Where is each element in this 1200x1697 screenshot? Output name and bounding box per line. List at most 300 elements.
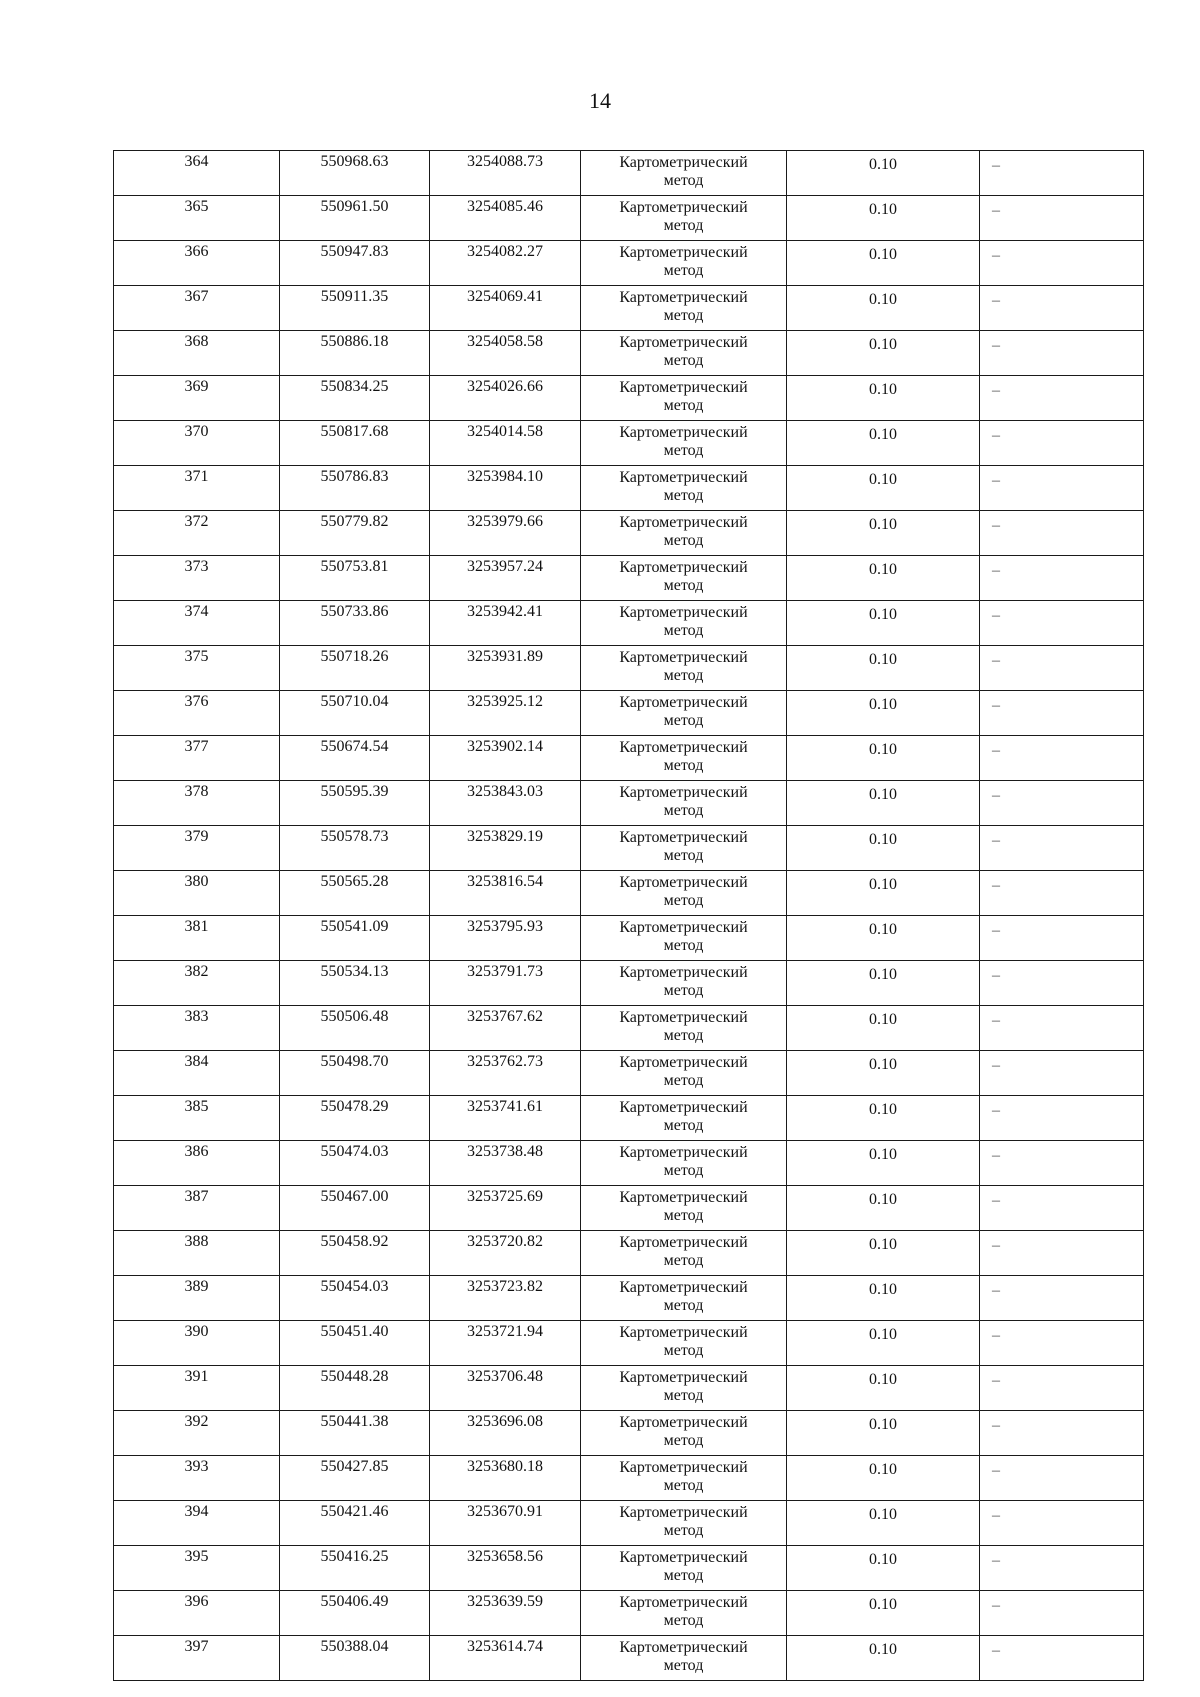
description-cell: – bbox=[980, 1231, 1144, 1276]
point-number-cell: 366 bbox=[114, 241, 280, 286]
method-cell bbox=[581, 1231, 787, 1276]
method-cell bbox=[581, 1051, 787, 1096]
y-coordinate-cell: 3253741.61 bbox=[430, 1096, 581, 1141]
method-line-2: метод bbox=[663, 757, 704, 774]
x-coordinate-cell: 550427.85 bbox=[280, 1456, 430, 1501]
accuracy-cell: 0.10 bbox=[787, 1051, 980, 1096]
method-line-1: Картометрический bbox=[619, 289, 748, 306]
accuracy-cell: 0.10 bbox=[787, 556, 980, 601]
point-number-cell: 369 bbox=[114, 376, 280, 421]
description-cell: – bbox=[980, 691, 1144, 736]
method-line-1: Картометрический bbox=[619, 604, 748, 621]
point-number-cell: 379 bbox=[114, 826, 280, 871]
y-coordinate-cell: 3254088.73 bbox=[430, 151, 581, 196]
method-cell bbox=[581, 601, 787, 646]
method-line-2: метод bbox=[663, 1657, 704, 1674]
point-number-cell: 371 bbox=[114, 466, 280, 511]
point-number-cell: 377 bbox=[114, 736, 280, 781]
y-coordinate-cell: 3254082.27 bbox=[430, 241, 581, 286]
table-row bbox=[114, 1366, 1144, 1411]
table-row bbox=[114, 1141, 1144, 1186]
table-row bbox=[114, 1411, 1144, 1456]
table-row bbox=[114, 1546, 1144, 1591]
method-cell bbox=[581, 1276, 787, 1321]
table-row bbox=[114, 421, 1144, 466]
point-number-cell: 386 bbox=[114, 1141, 280, 1186]
method-line-1: Картометрический bbox=[619, 1369, 748, 1386]
y-coordinate-cell: 3253843.03 bbox=[430, 781, 581, 826]
description-cell: – bbox=[980, 286, 1144, 331]
y-coordinate-cell: 3253696.08 bbox=[430, 1411, 581, 1456]
y-coordinate-cell: 3253925.12 bbox=[430, 691, 581, 736]
method-line-1: Картометрический bbox=[619, 1639, 748, 1656]
x-coordinate-cell: 550578.73 bbox=[280, 826, 430, 871]
description-cell: – bbox=[980, 1501, 1144, 1546]
method-cell bbox=[581, 421, 787, 466]
point-number-cell: 368 bbox=[114, 331, 280, 376]
accuracy-cell: 0.10 bbox=[787, 1096, 980, 1141]
description-cell: – bbox=[980, 736, 1144, 781]
table-row bbox=[114, 916, 1144, 961]
method-line-2: метод bbox=[663, 487, 704, 504]
method-line-1: Картометрический bbox=[619, 514, 748, 531]
x-coordinate-cell: 550753.81 bbox=[280, 556, 430, 601]
x-coordinate-cell: 550710.04 bbox=[280, 691, 430, 736]
accuracy-cell: 0.10 bbox=[787, 916, 980, 961]
method-cell bbox=[581, 871, 787, 916]
method-line-2: метод bbox=[663, 802, 704, 819]
y-coordinate-cell: 3253795.93 bbox=[430, 916, 581, 961]
method-line-1: Картометрический bbox=[619, 199, 748, 216]
method-line-1: Картометрический bbox=[619, 1234, 748, 1251]
y-coordinate-cell: 3253723.82 bbox=[430, 1276, 581, 1321]
accuracy-cell: 0.10 bbox=[787, 466, 980, 511]
method-cell bbox=[581, 556, 787, 601]
accuracy-cell: 0.10 bbox=[787, 1141, 980, 1186]
y-coordinate-cell: 3253979.66 bbox=[430, 511, 581, 556]
method-cell bbox=[581, 1141, 787, 1186]
method-line-2: метод bbox=[663, 442, 704, 459]
method-line-1: Картометрический bbox=[619, 1144, 748, 1161]
description-cell: – bbox=[980, 241, 1144, 286]
description-cell: – bbox=[980, 1366, 1144, 1411]
method-line-1: Картометрический bbox=[619, 1414, 748, 1431]
method-line-2: метод bbox=[663, 1522, 704, 1539]
description-cell: – bbox=[980, 1456, 1144, 1501]
x-coordinate-cell: 550474.03 bbox=[280, 1141, 430, 1186]
coordinates-table bbox=[113, 150, 1144, 1681]
x-coordinate-cell: 550886.18 bbox=[280, 331, 430, 376]
method-line-2: метод bbox=[663, 1162, 704, 1179]
x-coordinate-cell: 550506.48 bbox=[280, 1006, 430, 1051]
method-cell bbox=[581, 241, 787, 286]
y-coordinate-cell: 3254085.46 bbox=[430, 196, 581, 241]
accuracy-cell: 0.10 bbox=[787, 1186, 980, 1231]
y-coordinate-cell: 3253984.10 bbox=[430, 466, 581, 511]
accuracy-cell: 0.10 bbox=[787, 1501, 980, 1546]
x-coordinate-cell: 550968.63 bbox=[280, 151, 430, 196]
point-number-cell: 388 bbox=[114, 1231, 280, 1276]
x-coordinate-cell: 550779.82 bbox=[280, 511, 430, 556]
accuracy-cell: 0.10 bbox=[787, 241, 980, 286]
x-coordinate-cell: 550786.83 bbox=[280, 466, 430, 511]
y-coordinate-cell: 3254026.66 bbox=[430, 376, 581, 421]
method-line-1: Картометрический bbox=[619, 694, 748, 711]
description-cell: – bbox=[980, 1141, 1144, 1186]
table-row bbox=[114, 1636, 1144, 1681]
x-coordinate-cell: 550961.50 bbox=[280, 196, 430, 241]
table-row bbox=[114, 961, 1144, 1006]
method-line-2: метод bbox=[663, 1342, 704, 1359]
point-number-cell: 396 bbox=[114, 1591, 280, 1636]
method-line-1: Картометрический bbox=[619, 154, 748, 171]
method-cell bbox=[581, 331, 787, 376]
accuracy-cell: 0.10 bbox=[787, 1411, 980, 1456]
method-line-1: Картометрический bbox=[619, 1009, 748, 1026]
method-line-1: Картометрический bbox=[619, 739, 748, 756]
point-number-cell: 390 bbox=[114, 1321, 280, 1366]
method-line-2: метод bbox=[663, 847, 704, 864]
table-row bbox=[114, 1231, 1144, 1276]
y-coordinate-cell: 3253738.48 bbox=[430, 1141, 581, 1186]
y-coordinate-cell: 3254014.58 bbox=[430, 421, 581, 466]
y-coordinate-cell: 3254069.41 bbox=[430, 286, 581, 331]
x-coordinate-cell: 550674.54 bbox=[280, 736, 430, 781]
method-line-1: Картометрический bbox=[619, 829, 748, 846]
method-line-2: метод bbox=[663, 712, 704, 729]
y-coordinate-cell: 3253680.18 bbox=[430, 1456, 581, 1501]
point-number-cell: 375 bbox=[114, 646, 280, 691]
method-line-2: метод bbox=[663, 622, 704, 639]
method-cell bbox=[581, 1636, 787, 1681]
accuracy-cell: 0.10 bbox=[787, 826, 980, 871]
method-line-2: метод bbox=[663, 1477, 704, 1494]
accuracy-cell: 0.10 bbox=[787, 376, 980, 421]
description-cell: – bbox=[980, 1636, 1144, 1681]
method-line-2: метод bbox=[663, 532, 704, 549]
table-row bbox=[114, 241, 1144, 286]
method-cell bbox=[581, 1501, 787, 1546]
accuracy-cell: 0.10 bbox=[787, 331, 980, 376]
method-cell bbox=[581, 1006, 787, 1051]
point-number-cell: 374 bbox=[114, 601, 280, 646]
x-coordinate-cell: 550451.40 bbox=[280, 1321, 430, 1366]
method-line-2: метод bbox=[663, 577, 704, 594]
method-cell bbox=[581, 286, 787, 331]
method-line-2: метод bbox=[663, 982, 704, 999]
x-coordinate-cell: 550478.29 bbox=[280, 1096, 430, 1141]
x-coordinate-cell: 550817.68 bbox=[280, 421, 430, 466]
x-coordinate-cell: 550595.39 bbox=[280, 781, 430, 826]
accuracy-cell: 0.10 bbox=[787, 511, 980, 556]
table-row bbox=[114, 736, 1144, 781]
accuracy-cell: 0.10 bbox=[787, 1321, 980, 1366]
method-cell bbox=[581, 1186, 787, 1231]
accuracy-cell: 0.10 bbox=[787, 1456, 980, 1501]
method-line-2: метод bbox=[663, 667, 704, 684]
method-line-1: Картометрический bbox=[619, 559, 748, 576]
point-number-cell: 364 bbox=[114, 151, 280, 196]
method-line-2: метод bbox=[663, 172, 704, 189]
description-cell: – bbox=[980, 151, 1144, 196]
method-line-1: Картометрический bbox=[619, 964, 748, 981]
table-row bbox=[114, 871, 1144, 916]
method-line-1: Картометрический bbox=[619, 1189, 748, 1206]
y-coordinate-cell: 3253942.41 bbox=[430, 601, 581, 646]
point-number-cell: 395 bbox=[114, 1546, 280, 1591]
accuracy-cell: 0.10 bbox=[787, 871, 980, 916]
description-cell: – bbox=[980, 1591, 1144, 1636]
description-cell: – bbox=[980, 196, 1144, 241]
method-cell bbox=[581, 376, 787, 421]
description-cell: – bbox=[980, 916, 1144, 961]
table-row bbox=[114, 511, 1144, 556]
point-number-cell: 397 bbox=[114, 1636, 280, 1681]
table-row bbox=[114, 1456, 1144, 1501]
point-number-cell: 389 bbox=[114, 1276, 280, 1321]
description-cell: – bbox=[980, 1276, 1144, 1321]
method-line-1: Картометрический bbox=[619, 469, 748, 486]
table-row bbox=[114, 556, 1144, 601]
y-coordinate-cell: 3253957.24 bbox=[430, 556, 581, 601]
accuracy-cell: 0.10 bbox=[787, 1636, 980, 1681]
point-number-cell: 385 bbox=[114, 1096, 280, 1141]
table-row bbox=[114, 196, 1144, 241]
method-line-1: Картометрический bbox=[619, 1459, 748, 1476]
x-coordinate-cell: 550454.03 bbox=[280, 1276, 430, 1321]
page-number: 14 bbox=[589, 88, 611, 113]
point-number-cell: 365 bbox=[114, 196, 280, 241]
coordinates-table-container bbox=[113, 150, 1143, 1681]
method-line-2: метод bbox=[663, 1297, 704, 1314]
method-line-1: Картометрический bbox=[619, 379, 748, 396]
method-line-2: метод bbox=[663, 1027, 704, 1044]
description-cell: – bbox=[980, 961, 1144, 1006]
description-cell: – bbox=[980, 601, 1144, 646]
x-coordinate-cell: 550448.28 bbox=[280, 1366, 430, 1411]
point-number-cell: 391 bbox=[114, 1366, 280, 1411]
y-coordinate-cell: 3253931.89 bbox=[430, 646, 581, 691]
description-cell: – bbox=[980, 421, 1144, 466]
point-number-cell: 376 bbox=[114, 691, 280, 736]
x-coordinate-cell: 550421.46 bbox=[280, 1501, 430, 1546]
method-line-2: метод bbox=[663, 217, 704, 234]
method-cell bbox=[581, 691, 787, 736]
method-line-1: Картометрический bbox=[619, 874, 748, 891]
description-cell: – bbox=[980, 871, 1144, 916]
method-line-2: метод bbox=[663, 1432, 704, 1449]
x-coordinate-cell: 550416.25 bbox=[280, 1546, 430, 1591]
table-row bbox=[114, 151, 1144, 196]
method-line-2: метод bbox=[663, 307, 704, 324]
description-cell: – bbox=[980, 826, 1144, 871]
method-line-2: метод bbox=[663, 1207, 704, 1224]
method-line-1: Картометрический bbox=[619, 649, 748, 666]
point-number-cell: 380 bbox=[114, 871, 280, 916]
coordinates-table-body bbox=[114, 151, 1144, 1681]
method-cell bbox=[581, 781, 787, 826]
method-cell bbox=[581, 511, 787, 556]
method-cell bbox=[581, 1096, 787, 1141]
method-cell bbox=[581, 151, 787, 196]
method-line-2: метод bbox=[663, 937, 704, 954]
accuracy-cell: 0.10 bbox=[787, 601, 980, 646]
x-coordinate-cell: 550458.92 bbox=[280, 1231, 430, 1276]
method-line-1: Картометрический bbox=[619, 1594, 748, 1611]
description-cell: – bbox=[980, 556, 1144, 601]
accuracy-cell: 0.10 bbox=[787, 421, 980, 466]
point-number-cell: 367 bbox=[114, 286, 280, 331]
point-number-cell: 392 bbox=[114, 1411, 280, 1456]
x-coordinate-cell: 550718.26 bbox=[280, 646, 430, 691]
method-line-1: Картометрический bbox=[619, 1549, 748, 1566]
point-number-cell: 372 bbox=[114, 511, 280, 556]
x-coordinate-cell: 550541.09 bbox=[280, 916, 430, 961]
point-number-cell: 384 bbox=[114, 1051, 280, 1096]
description-cell: – bbox=[980, 376, 1144, 421]
x-coordinate-cell: 550441.38 bbox=[280, 1411, 430, 1456]
table-row bbox=[114, 646, 1144, 691]
method-line-2: метод bbox=[663, 262, 704, 279]
y-coordinate-cell: 3253658.56 bbox=[430, 1546, 581, 1591]
y-coordinate-cell: 3253720.82 bbox=[430, 1231, 581, 1276]
method-cell bbox=[581, 1411, 787, 1456]
table-row bbox=[114, 1051, 1144, 1096]
x-coordinate-cell: 550834.25 bbox=[280, 376, 430, 421]
description-cell: – bbox=[980, 1006, 1144, 1051]
accuracy-cell: 0.10 bbox=[787, 1546, 980, 1591]
method-line-1: Картометрический bbox=[619, 784, 748, 801]
method-line-1: Картометрический bbox=[619, 424, 748, 441]
x-coordinate-cell: 550911.35 bbox=[280, 286, 430, 331]
accuracy-cell: 0.10 bbox=[787, 196, 980, 241]
y-coordinate-cell: 3253706.48 bbox=[430, 1366, 581, 1411]
y-coordinate-cell: 3253721.94 bbox=[430, 1321, 581, 1366]
y-coordinate-cell: 3253791.73 bbox=[430, 961, 581, 1006]
point-number-cell: 383 bbox=[114, 1006, 280, 1051]
table-row bbox=[114, 691, 1144, 736]
accuracy-cell: 0.10 bbox=[787, 781, 980, 826]
method-cell bbox=[581, 916, 787, 961]
point-number-cell: 381 bbox=[114, 916, 280, 961]
method-cell bbox=[581, 826, 787, 871]
method-line-2: метод bbox=[663, 1387, 704, 1404]
x-coordinate-cell: 550947.83 bbox=[280, 241, 430, 286]
point-number-cell: 394 bbox=[114, 1501, 280, 1546]
method-line-1: Картометрический bbox=[619, 1279, 748, 1296]
table-row bbox=[114, 466, 1144, 511]
method-cell bbox=[581, 1546, 787, 1591]
method-line-2: метод bbox=[663, 397, 704, 414]
accuracy-cell: 0.10 bbox=[787, 691, 980, 736]
method-line-1: Картометрический bbox=[619, 334, 748, 351]
method-cell bbox=[581, 736, 787, 781]
method-line-2: метод bbox=[663, 1117, 704, 1134]
description-cell: – bbox=[980, 331, 1144, 376]
table-row bbox=[114, 1186, 1144, 1231]
method-line-2: метод bbox=[663, 1072, 704, 1089]
description-cell: – bbox=[980, 646, 1144, 691]
accuracy-cell: 0.10 bbox=[787, 151, 980, 196]
method-cell bbox=[581, 1591, 787, 1636]
accuracy-cell: 0.10 bbox=[787, 1276, 980, 1321]
y-coordinate-cell: 3253725.69 bbox=[430, 1186, 581, 1231]
method-line-1: Картометрический bbox=[619, 919, 748, 936]
table-row bbox=[114, 826, 1144, 871]
y-coordinate-cell: 3253639.59 bbox=[430, 1591, 581, 1636]
table-row bbox=[114, 1006, 1144, 1051]
method-line-2: метод bbox=[663, 1567, 704, 1584]
y-coordinate-cell: 3253829.19 bbox=[430, 826, 581, 871]
description-cell: – bbox=[980, 511, 1144, 556]
description-cell: – bbox=[980, 1096, 1144, 1141]
x-coordinate-cell: 550467.00 bbox=[280, 1186, 430, 1231]
table-row bbox=[114, 781, 1144, 826]
method-line-1: Картометрический bbox=[619, 1099, 748, 1116]
table-row bbox=[114, 1501, 1144, 1546]
y-coordinate-cell: 3254058.58 bbox=[430, 331, 581, 376]
table-row bbox=[114, 331, 1144, 376]
description-cell: – bbox=[980, 1546, 1144, 1591]
point-number-cell: 387 bbox=[114, 1186, 280, 1231]
accuracy-cell: 0.10 bbox=[787, 646, 980, 691]
method-line-2: метод bbox=[663, 1252, 704, 1269]
table-row bbox=[114, 286, 1144, 331]
description-cell: – bbox=[980, 1051, 1144, 1096]
method-line-1: Картометрический bbox=[619, 1504, 748, 1521]
method-cell bbox=[581, 1456, 787, 1501]
method-cell bbox=[581, 646, 787, 691]
y-coordinate-cell: 3253816.54 bbox=[430, 871, 581, 916]
table-row bbox=[114, 1276, 1144, 1321]
method-line-1: Картометрический bbox=[619, 1324, 748, 1341]
y-coordinate-cell: 3253762.73 bbox=[430, 1051, 581, 1096]
y-coordinate-cell: 3253767.62 bbox=[430, 1006, 581, 1051]
accuracy-cell: 0.10 bbox=[787, 1366, 980, 1411]
accuracy-cell: 0.10 bbox=[787, 1006, 980, 1051]
method-cell bbox=[581, 1366, 787, 1411]
x-coordinate-cell: 550388.04 bbox=[280, 1636, 430, 1681]
point-number-cell: 378 bbox=[114, 781, 280, 826]
method-line-1: Картометрический bbox=[619, 1054, 748, 1071]
table-row bbox=[114, 601, 1144, 646]
y-coordinate-cell: 3253670.91 bbox=[430, 1501, 581, 1546]
table-row bbox=[114, 1096, 1144, 1141]
point-number-cell: 370 bbox=[114, 421, 280, 466]
point-number-cell: 373 bbox=[114, 556, 280, 601]
y-coordinate-cell: 3253614.74 bbox=[430, 1636, 581, 1681]
point-number-cell: 382 bbox=[114, 961, 280, 1006]
x-coordinate-cell: 550565.28 bbox=[280, 871, 430, 916]
method-line-2: метод bbox=[663, 1612, 704, 1629]
method-cell bbox=[581, 196, 787, 241]
point-number-cell: 393 bbox=[114, 1456, 280, 1501]
description-cell: – bbox=[980, 1321, 1144, 1366]
x-coordinate-cell: 550406.49 bbox=[280, 1591, 430, 1636]
y-coordinate-cell: 3253902.14 bbox=[430, 736, 581, 781]
method-line-2: метод bbox=[663, 892, 704, 909]
description-cell: – bbox=[980, 466, 1144, 511]
description-cell: – bbox=[980, 1411, 1144, 1456]
accuracy-cell: 0.10 bbox=[787, 286, 980, 331]
table-row bbox=[114, 1591, 1144, 1636]
accuracy-cell: 0.10 bbox=[787, 961, 980, 1006]
x-coordinate-cell: 550534.13 bbox=[280, 961, 430, 1006]
method-cell bbox=[581, 466, 787, 511]
table-row bbox=[114, 1321, 1144, 1366]
description-cell: – bbox=[980, 1186, 1144, 1231]
x-coordinate-cell: 550733.86 bbox=[280, 601, 430, 646]
